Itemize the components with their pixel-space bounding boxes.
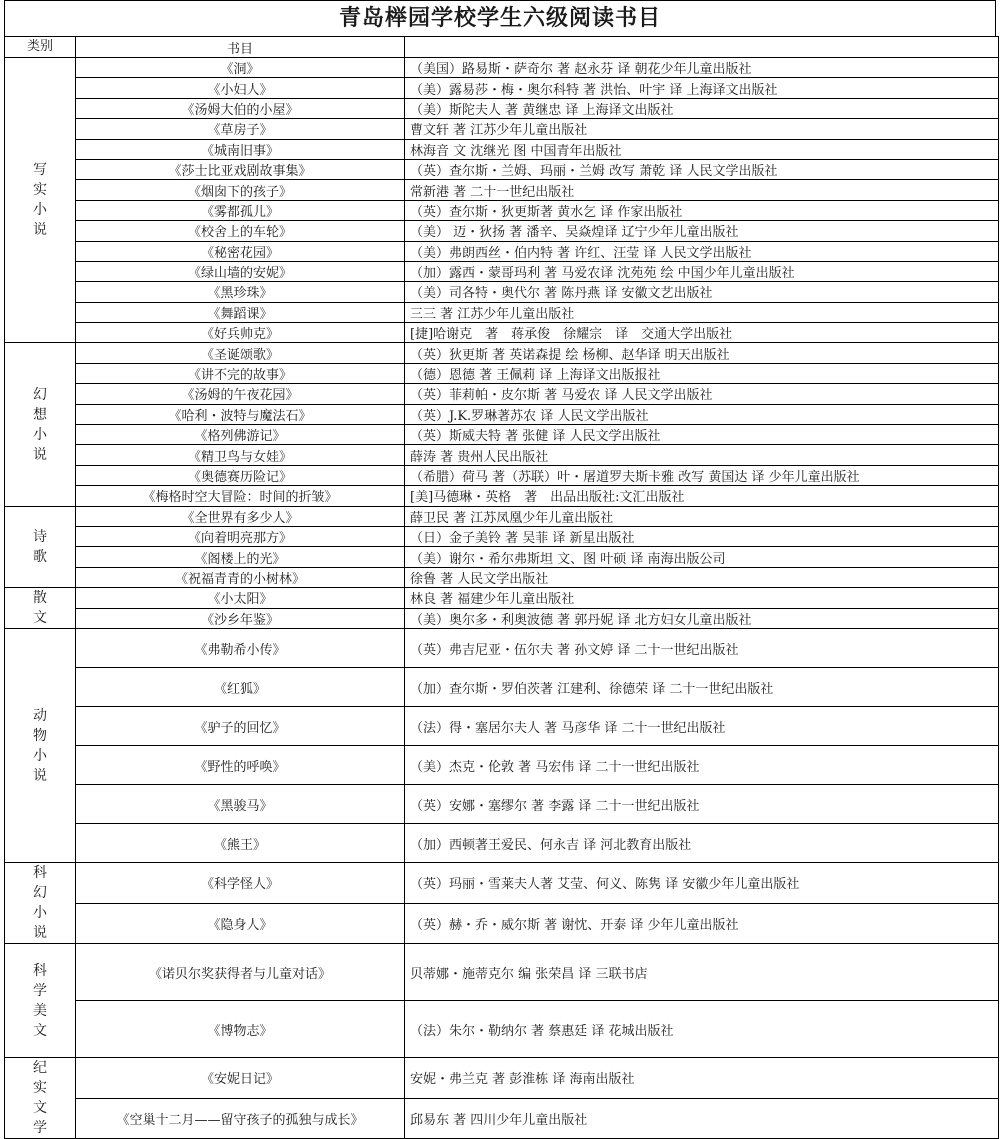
table-row <box>5 629 999 668</box>
book-title: 《草房子》 <box>76 119 405 139</box>
table-row <box>5 445 999 465</box>
book-title: 《阁楼上的光》 <box>76 547 405 567</box>
book-title: 《红狐》 <box>76 668 405 707</box>
table-row <box>5 465 999 485</box>
book-publication-info: （英）斯威夫特 著 张健 译 人民文学出版社 <box>405 425 999 445</box>
table-header-row <box>5 37 999 58</box>
book-publication-info: 贝蒂娜・施蒂克尔 编 张荣昌 译 三联书店 <box>405 944 999 1001</box>
book-publication-info: （英）查尔斯・兰姆、玛丽・兰姆 改写 萧乾 译 人民文学出版社 <box>405 159 999 179</box>
table-row <box>5 200 999 220</box>
book-publication-info: （德）恩德 著 王佩莉 译 上海译文出版报社 <box>405 363 999 383</box>
table-row <box>5 567 999 587</box>
table-row <box>5 180 999 200</box>
book-publication-info: （英）弗吉尼亚・伍尔夫 著 孙文婷 译 二十一世纪出版社 <box>405 629 999 668</box>
book-publication-info: （英）赫・乔・威尔斯 著 谢忱、开泰 译 少年儿童出版社 <box>405 903 999 944</box>
category-label: 科幻小说 <box>33 865 47 942</box>
table-row <box>5 707 999 746</box>
table-row <box>5 1098 999 1139</box>
book-title: 《奥德赛历险记》 <box>76 465 405 485</box>
book-title: 《洞》 <box>76 58 405 78</box>
book-title: 《全世界有多少人》 <box>76 506 405 526</box>
book-publication-info: （法）得・塞居尔夫人 著 马彦华 译 二十一世纪出版社 <box>405 707 999 746</box>
book-publication-info: 薛涛 著 贵州人民出版社 <box>405 445 999 465</box>
book-title: 《汤姆大伯的小屋》 <box>76 98 405 118</box>
book-title: 《沙乡年鉴》 <box>76 608 405 629</box>
book-publication-info: （美）奥尔多・利奥波德 著 郭丹妮 译 北方妇女儿童出版社 <box>405 608 999 629</box>
book-publication-info: （美） 迈・狄扬 著 潘辛、吴焱煌译 辽宁少年儿童出版社 <box>405 221 999 241</box>
book-title: 《好兵帅克》 <box>76 323 405 343</box>
book-title: 《城南旧事》 <box>76 139 405 159</box>
table-row <box>5 863 999 904</box>
book-publication-info: （加）露西・蒙哥玛利 著 马爱农译 沈苑苑 绘 中国少年儿童出版社 <box>405 261 999 281</box>
reading-list-table <box>4 36 999 1139</box>
book-title: 《小太阳》 <box>76 588 405 609</box>
book-publication-info: 曹文轩 著 江苏少年儿童出版社 <box>405 119 999 139</box>
book-publication-info: 安妮・弗兰克 著 彭淮栋 译 海南出版社 <box>405 1058 999 1099</box>
table-row <box>5 486 999 506</box>
book-publication-info: （法）朱尔・勒纳尔 著 蔡惠廷 译 花城出版社 <box>405 1001 999 1058</box>
table-row <box>5 526 999 546</box>
book-publication-info: 林海音 文 沈继光 图 中国青年出版社 <box>405 139 999 159</box>
page-title: 青岛榉园学校学生六级阅读书目 <box>4 0 996 36</box>
table-row <box>5 785 999 824</box>
table-row <box>5 343 999 363</box>
category-label: 散文 <box>33 590 47 627</box>
table-row <box>5 261 999 281</box>
category-label: 幻想小说 <box>33 386 47 463</box>
book-publication-info: （英）查尔斯・狄更斯著 黄水乞 译 作家出版社 <box>405 200 999 220</box>
book-title: 《讲不完的故事》 <box>76 363 405 383</box>
category-cell <box>5 588 76 629</box>
category-header: 类别 <box>5 37 76 58</box>
book-publication-info: （美）弗朗西丝・伯内特 著 许红、汪莹 译 人民文学出版社 <box>405 241 999 261</box>
book-title: 《小妇人》 <box>76 78 405 98</box>
book-title: 《校舍上的车轮》 <box>76 221 405 241</box>
table-row <box>5 282 999 302</box>
table-row <box>5 159 999 179</box>
book-title: 《圣诞颂歌》 <box>76 343 405 363</box>
book-publication-info: [美]马德琳・英格 著 出品出版社:文汇出版社 <box>405 486 999 506</box>
table-row <box>5 78 999 98</box>
table-row <box>5 119 999 139</box>
book-title: 《雾都孤儿》 <box>76 200 405 220</box>
book-title: 《驴子的回忆》 <box>76 707 405 746</box>
book-title: 《秘密花园》 <box>76 241 405 261</box>
table-row <box>5 241 999 261</box>
book-publication-info: 邱易东 著 四川少年儿童出版社 <box>405 1098 999 1139</box>
book-title: 《莎士比亚戏剧故事集》 <box>76 159 405 179</box>
table-row <box>5 903 999 944</box>
book-publication-info: （美）杰克・伦敦 著 马宏伟 译 二十一世纪出版社 <box>405 746 999 785</box>
book-title: 《向着明亮那方》 <box>76 526 405 546</box>
table-row <box>5 98 999 118</box>
book-header: 书目 <box>76 37 405 58</box>
category-label: 纪实文学 <box>33 1060 47 1137</box>
book-title: 《汤姆的午夜花园》 <box>76 384 405 404</box>
book-title: 《科学怪人》 <box>76 863 405 904</box>
book-publication-info: 常新港 著 二十一世纪出版社 <box>405 180 999 200</box>
table-row <box>5 944 999 1001</box>
table-row <box>5 668 999 707</box>
book-publication-info: 三三 著 江苏少年儿童出版社 <box>405 302 999 322</box>
book-publication-info: 薛卫民 著 江苏凤凰少年儿童出版社 <box>405 506 999 526</box>
book-title: 《烟囱下的孩子》 <box>76 180 405 200</box>
book-title: 《博物志》 <box>76 1001 405 1058</box>
book-title: 《弗勒希小传》 <box>76 629 405 668</box>
info-header <box>405 37 999 58</box>
book-title: 《黑珍珠》 <box>76 282 405 302</box>
book-title: 《空巢十二月——留守孩子的孤独与成长》 <box>76 1098 405 1139</box>
book-publication-info: （美）司各特・奥代尔 著 陈丹燕 译 安徽文艺出版社 <box>405 282 999 302</box>
book-publication-info: [捷]哈谢克 著 蒋承俊 徐耀宗 译 交通大学出版社 <box>405 323 999 343</box>
book-publication-info: （加）西顿著王爱民、何永吉 译 河北教育出版社 <box>405 824 999 863</box>
book-publication-info: （美）斯陀夫人 著 黄继忠 译 上海译文出版社 <box>405 98 999 118</box>
table-row <box>5 302 999 322</box>
category-cell <box>5 343 76 506</box>
book-publication-info: （英）菲莉帕・皮尔斯 著 马爱农 译 人民文学出版社 <box>405 384 999 404</box>
book-title: 《祝福青青的小树林》 <box>76 567 405 587</box>
table-row <box>5 1001 999 1058</box>
table-row <box>5 384 999 404</box>
book-title: 《隐身人》 <box>76 903 405 944</box>
book-title: 《安妮日记》 <box>76 1058 405 1099</box>
book-title: 《黑骏马》 <box>76 785 405 824</box>
category-label: 科学美文 <box>33 962 47 1039</box>
book-title: 《哈利・波特与魔法石》 <box>76 404 405 424</box>
category-cell <box>5 629 76 863</box>
table-row <box>5 221 999 241</box>
book-title: 《诺贝尔奖获得者与儿童对话》 <box>76 944 405 1001</box>
book-title: 《格列佛游记》 <box>76 425 405 445</box>
book-publication-info: （希腊）荷马 著（苏联）叶・屠道罗夫斯卡雅 改写 黄国达 译 少年儿童出版社 <box>405 465 999 485</box>
category-label: 写实小说 <box>33 162 47 239</box>
book-title: 《绿山墙的安妮》 <box>76 261 405 281</box>
book-publication-info: （美）谢尔・希尔弗斯坦 文、图 叶硕 译 南海出版公司 <box>405 547 999 567</box>
table-row <box>5 404 999 424</box>
table-row <box>5 746 999 785</box>
table-row <box>5 824 999 863</box>
category-cell <box>5 58 76 343</box>
book-publication-info: （英）玛丽・雪莱夫人著 艾莹、何义、陈隽 译 安徽少年儿童出版社 <box>405 863 999 904</box>
table-row <box>5 58 999 78</box>
book-publication-info: （美国）路易斯・萨奇尔 著 赵永芬 译 朝花少年儿童出版社 <box>405 58 999 78</box>
table-row <box>5 588 999 609</box>
table-row <box>5 139 999 159</box>
book-publication-info: （英）J.K.罗琳著苏农 译 人民文学出版社 <box>405 404 999 424</box>
table-row <box>5 506 999 526</box>
book-publication-info: （英）狄更斯 著 英诺森提 绘 杨柳、赵华译 明天出版社 <box>405 343 999 363</box>
table-row <box>5 323 999 343</box>
book-title: 《熊王》 <box>76 824 405 863</box>
category-cell <box>5 506 76 588</box>
book-publication-info: （加）查尔斯・罗伯茨著 江建利、徐德荣 译 二十一世纪出版社 <box>405 668 999 707</box>
table-row <box>5 608 999 629</box>
book-publication-info: （英）安娜・塞缪尔 著 李露 译 二十一世纪出版社 <box>405 785 999 824</box>
book-publication-info: （美）露易莎・梅・奥尔科特 著 洪怡、叶宇 译 上海译文出版社 <box>405 78 999 98</box>
category-cell <box>5 944 76 1058</box>
table-row <box>5 425 999 445</box>
table-row <box>5 547 999 567</box>
book-publication-info: 林良 著 福建少年儿童出版社 <box>405 588 999 609</box>
category-cell <box>5 1058 76 1139</box>
category-cell <box>5 863 76 944</box>
table-row <box>5 363 999 383</box>
book-title: 《野性的呼唤》 <box>76 746 405 785</box>
book-title: 《精卫鸟与女娃》 <box>76 445 405 465</box>
book-title: 《舞蹈课》 <box>76 302 405 322</box>
book-publication-info: 徐鲁 著 人民文学出版社 <box>405 567 999 587</box>
category-label: 动物小说 <box>33 707 47 784</box>
category-label: 诗歌 <box>33 528 47 565</box>
book-publication-info: （日）金子美铃 著 吴菲 译 新星出版社 <box>405 526 999 546</box>
book-title: 《梅格时空大冒险：时间的折皱》 <box>76 486 405 506</box>
